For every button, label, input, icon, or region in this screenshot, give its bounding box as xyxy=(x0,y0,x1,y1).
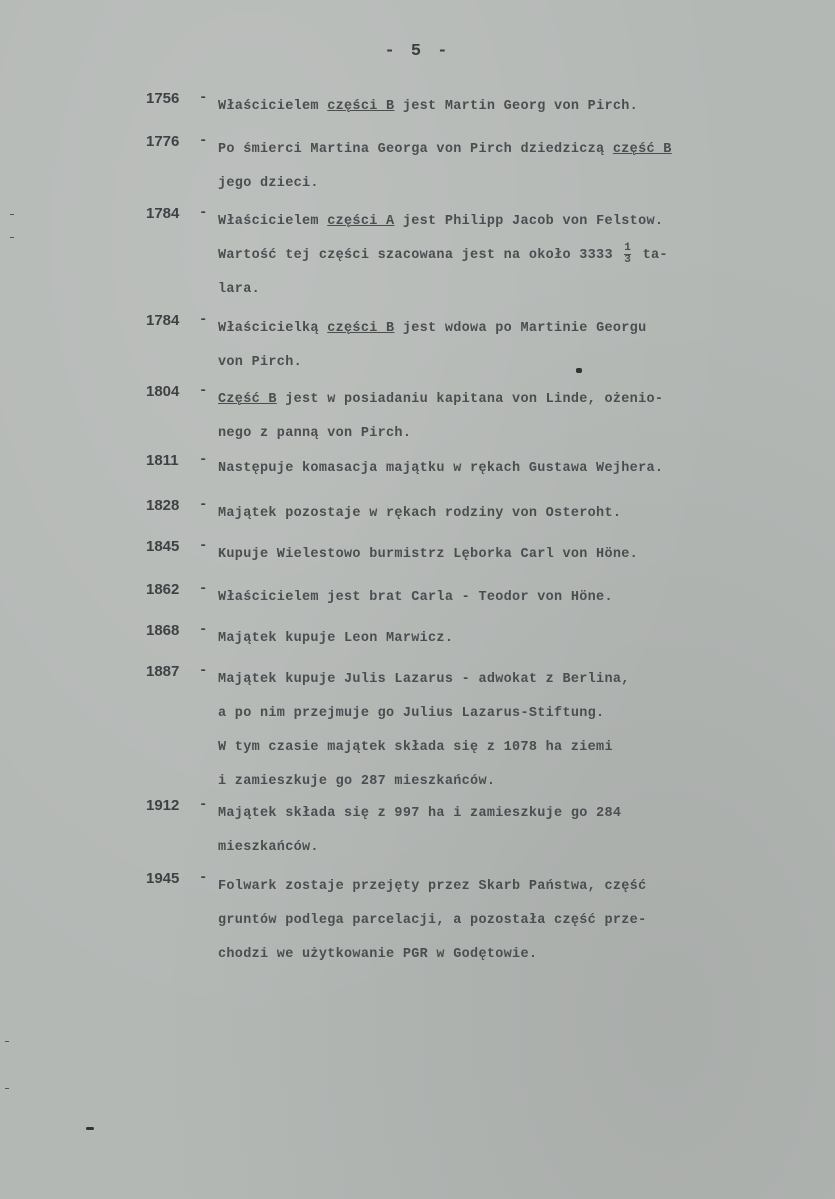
entry-year: 1862 xyxy=(146,581,180,598)
entry-text: Folwark zostaje przejęty przez Skarb Państwa, część gruntów podlega parcelacji, a pozostała część prze- chodzi we użytkowanie PGR w Godętowie. xyxy=(218,879,647,962)
entry-dash: - xyxy=(199,497,208,513)
scan-mark xyxy=(5,1041,9,1042)
entry-dash: - xyxy=(199,133,208,149)
entry-text: Majątek składa się z 997 ha i zamieszkuje go 284 mieszkańców. xyxy=(218,806,622,855)
scan-mark xyxy=(5,1088,9,1089)
entry-text: Właścicielem części B jest Martin Georg von Pirch. xyxy=(218,99,639,114)
entry-text: Po śmierci Martina Georga von Pirch dziedziczą część B jego dzieci. xyxy=(218,142,672,191)
entry-text: Część B jest w posiadaniu kapitana von Linde, ożenio- nego z panną von Pirch. xyxy=(218,392,664,441)
entry-year: 1756 xyxy=(146,90,180,107)
entry-dash: - xyxy=(199,538,208,554)
entry-year: 1784 xyxy=(146,312,180,329)
entry-dash: - xyxy=(199,870,208,886)
entry-year: 1887 xyxy=(146,663,180,680)
entry-dash: - xyxy=(199,452,208,468)
entry-dash: - xyxy=(199,312,208,328)
entry-dash: - xyxy=(199,581,208,597)
entry-year: 1811 xyxy=(146,452,179,469)
entry-text: Majątek pozostaje w rękach rodziny von Osteroht. xyxy=(218,506,622,521)
entry-year: 1912 xyxy=(146,797,180,814)
entry-year: 1776 xyxy=(146,133,180,150)
scan-mark xyxy=(10,214,14,215)
entry-dash: - xyxy=(199,622,208,638)
entry-text: Właścicielem części A jest Philipp Jacob von Felstow. Wartość tej części szacowana jest na około 3333 $\frac{1}{3}$ ta- lara. xyxy=(218,214,668,297)
entry-year: 1784 xyxy=(146,205,180,222)
entry-text: Majątek kupuje Leon Marwicz. xyxy=(218,631,454,646)
entry-text: Następuje komasacja majątku w rękach Gustawa Wejhera. xyxy=(218,461,664,476)
entry-dash: - xyxy=(199,90,208,106)
entry-text: Kupuje Wielestowo burmistrz Lęborka Carl von Höne. xyxy=(218,547,639,562)
entry-year: 1828 xyxy=(146,497,180,514)
entry-dash: - xyxy=(199,797,208,813)
entry-text: Właścicielką części B jest wdowa po Martinie Georgu von Pirch. xyxy=(218,321,647,370)
page-number: - 5 - xyxy=(384,42,451,61)
scan-mark xyxy=(10,237,14,238)
entry-year: 1945 xyxy=(146,870,180,887)
entry-dash: - xyxy=(199,205,208,221)
entry-year: 1804 xyxy=(146,383,180,400)
entry-year: 1868 xyxy=(146,622,180,639)
entry-year: 1845 xyxy=(146,538,180,555)
ink-spot xyxy=(576,368,582,373)
entry-text: Majątek kupuje Julis Lazarus - adwokat z Berlina, a po nim przejmuje go Julius Lazarus-Stiftung. W tym czasie majątek składa się z 1078 ha ziemi i zamieszkuje go 287 mieszkańców. xyxy=(218,672,630,789)
entry-dash: - xyxy=(199,663,208,679)
ink-spot xyxy=(86,1127,94,1130)
entry-dash: - xyxy=(199,383,208,399)
entry-text: Właścicielem jest brat Carla - Teodor von Höne. xyxy=(218,590,613,605)
fraction: $\frac{1}{3}$ xyxy=(624,241,632,266)
